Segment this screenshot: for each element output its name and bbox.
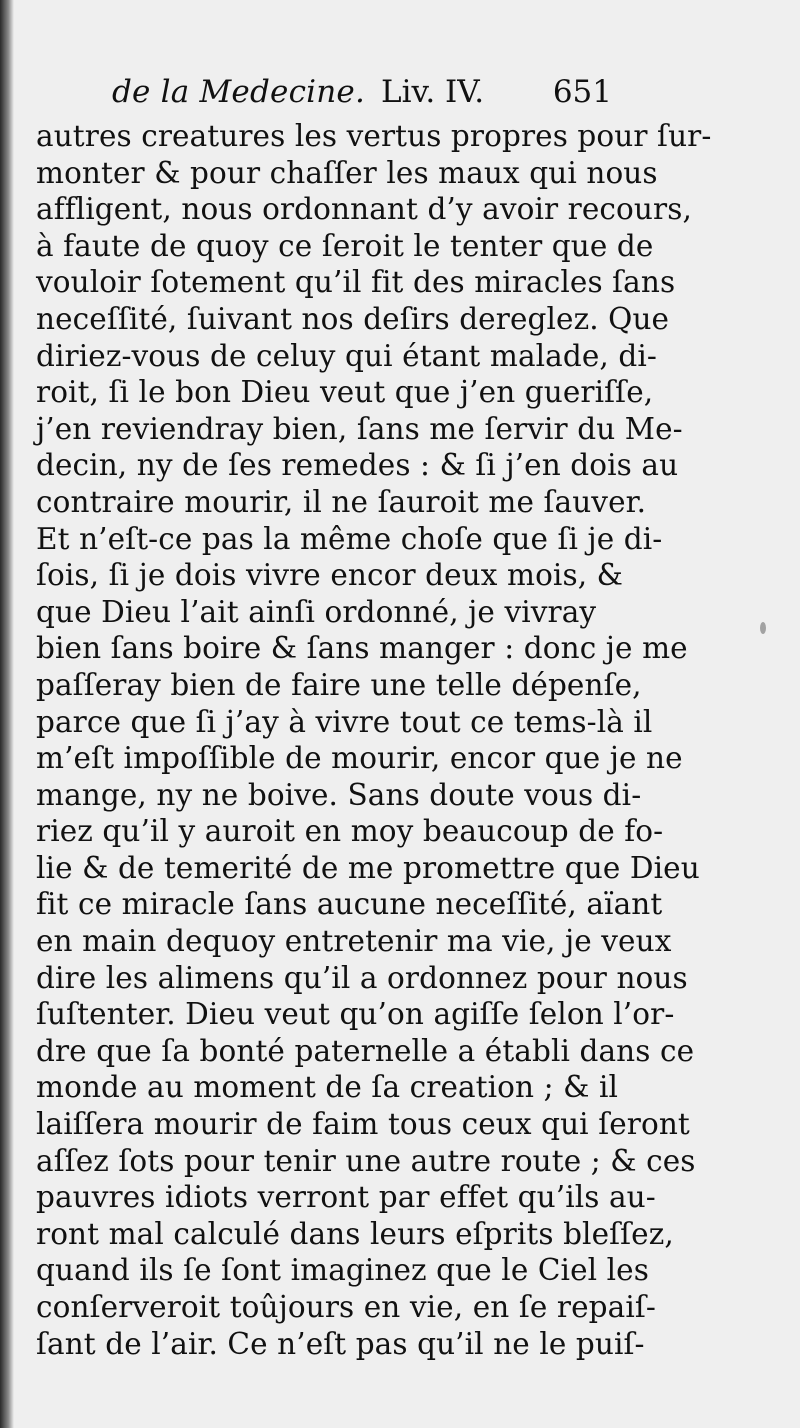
text-line: laiſſera mourir de faim tous ceux qui ſeront	[36, 1107, 690, 1142]
text-line: mange, ny ne boive. Sans doute vous di-	[36, 777, 642, 812]
text-line: riez qu’il y auroit en moy beaucoup de fo-	[36, 814, 664, 849]
text-line: Et n’eſt-ce pas la même choſe que ſi je di-	[36, 521, 663, 556]
text-line: diriez-vous de celuy qui étant malade, di-	[36, 338, 657, 373]
text-line: neceſſité, ſuivant nos deſirs dereglez. Que	[36, 301, 670, 336]
text-line: dre que ſa bonté paternelle a établi dans ce	[36, 1033, 695, 1068]
text-line: ſant de l’air. Ce n’eſt pas qu’il ne le puiſ-	[36, 1326, 645, 1361]
text-line: aſſez ſots pour tenir une autre route ; & ces	[36, 1143, 696, 1178]
text-line: parce que ſi j’ay à vivre tout ce tems-là il	[36, 704, 653, 739]
running-title: de la Medecine.	[112, 74, 366, 110]
page-gutter-shadow	[0, 0, 14, 1428]
text-line: en main dequoy entretenir ma vie, je veux	[36, 924, 672, 959]
text-line: contraire mourir, il ne ſauroit me ſauver.	[36, 484, 647, 519]
text-line: paſſeray bien de faire une telle dépenſe,	[36, 667, 642, 702]
text-line: quand ils ſe ſont imaginez que le Ciel les	[36, 1253, 649, 1288]
book-label: Liv. IV.	[381, 74, 485, 110]
text-line: affligent, nous ordonnant d’y avoir recours,	[36, 192, 692, 227]
text-line: pauvres idiots verront par effet qu’ils au-	[36, 1180, 656, 1215]
text-line: vouloir ſotement qu’il fit des miracles ſans	[36, 265, 676, 300]
text-line: monter & pour chaſſer les maux qui nous	[36, 155, 658, 190]
text-line: à faute de quoy ce ſeroit le tenter que de	[36, 228, 654, 263]
page-number: 651	[552, 74, 612, 110]
text-line: monde au moment de ſa creation ; & il	[36, 1070, 619, 1105]
text-line: dire les alimens qu’il a ordonnez pour nous	[36, 960, 688, 995]
text-line: roit, ſi le bon Dieu veut que j’en gueriſſe,	[36, 375, 654, 410]
text-line: lie & de temerité de me promettre que Dieu	[36, 850, 700, 885]
text-line: fit ce miracle ſans aucune neceſſité, aïant	[36, 887, 663, 922]
text-line: m’eſt impoſſible de mourir, encor que je ne	[36, 741, 683, 776]
text-line: ſuſtenter. Dieu veut qu’on agiſſe ſelon l’or-	[36, 997, 675, 1032]
text-line: ſois, ſi je dois vivre encor deux mois, &	[36, 558, 624, 593]
text-line: bien ſans boire & ſans manger : donc je me	[36, 631, 688, 666]
text-line: autres creatures les vertus propres pour ſur-	[36, 119, 712, 153]
text-line: decin, ny de ſes remedes : & ſi j’en dois au	[36, 448, 679, 483]
ink-spot	[760, 622, 766, 634]
text-line: j’en reviendray bien, ſans me ſervir du Me-	[36, 411, 683, 446]
text-line: conſerveroit toûjours en vie, en ſe repaiſ-	[36, 1290, 656, 1324]
text-line: ront mal calculé dans leurs eſprits bleſſez,	[36, 1216, 674, 1251]
text-line: que Dieu l’ait ainſi ordonné, je vivray	[36, 594, 597, 629]
body-text	[36, 118, 712, 1388]
